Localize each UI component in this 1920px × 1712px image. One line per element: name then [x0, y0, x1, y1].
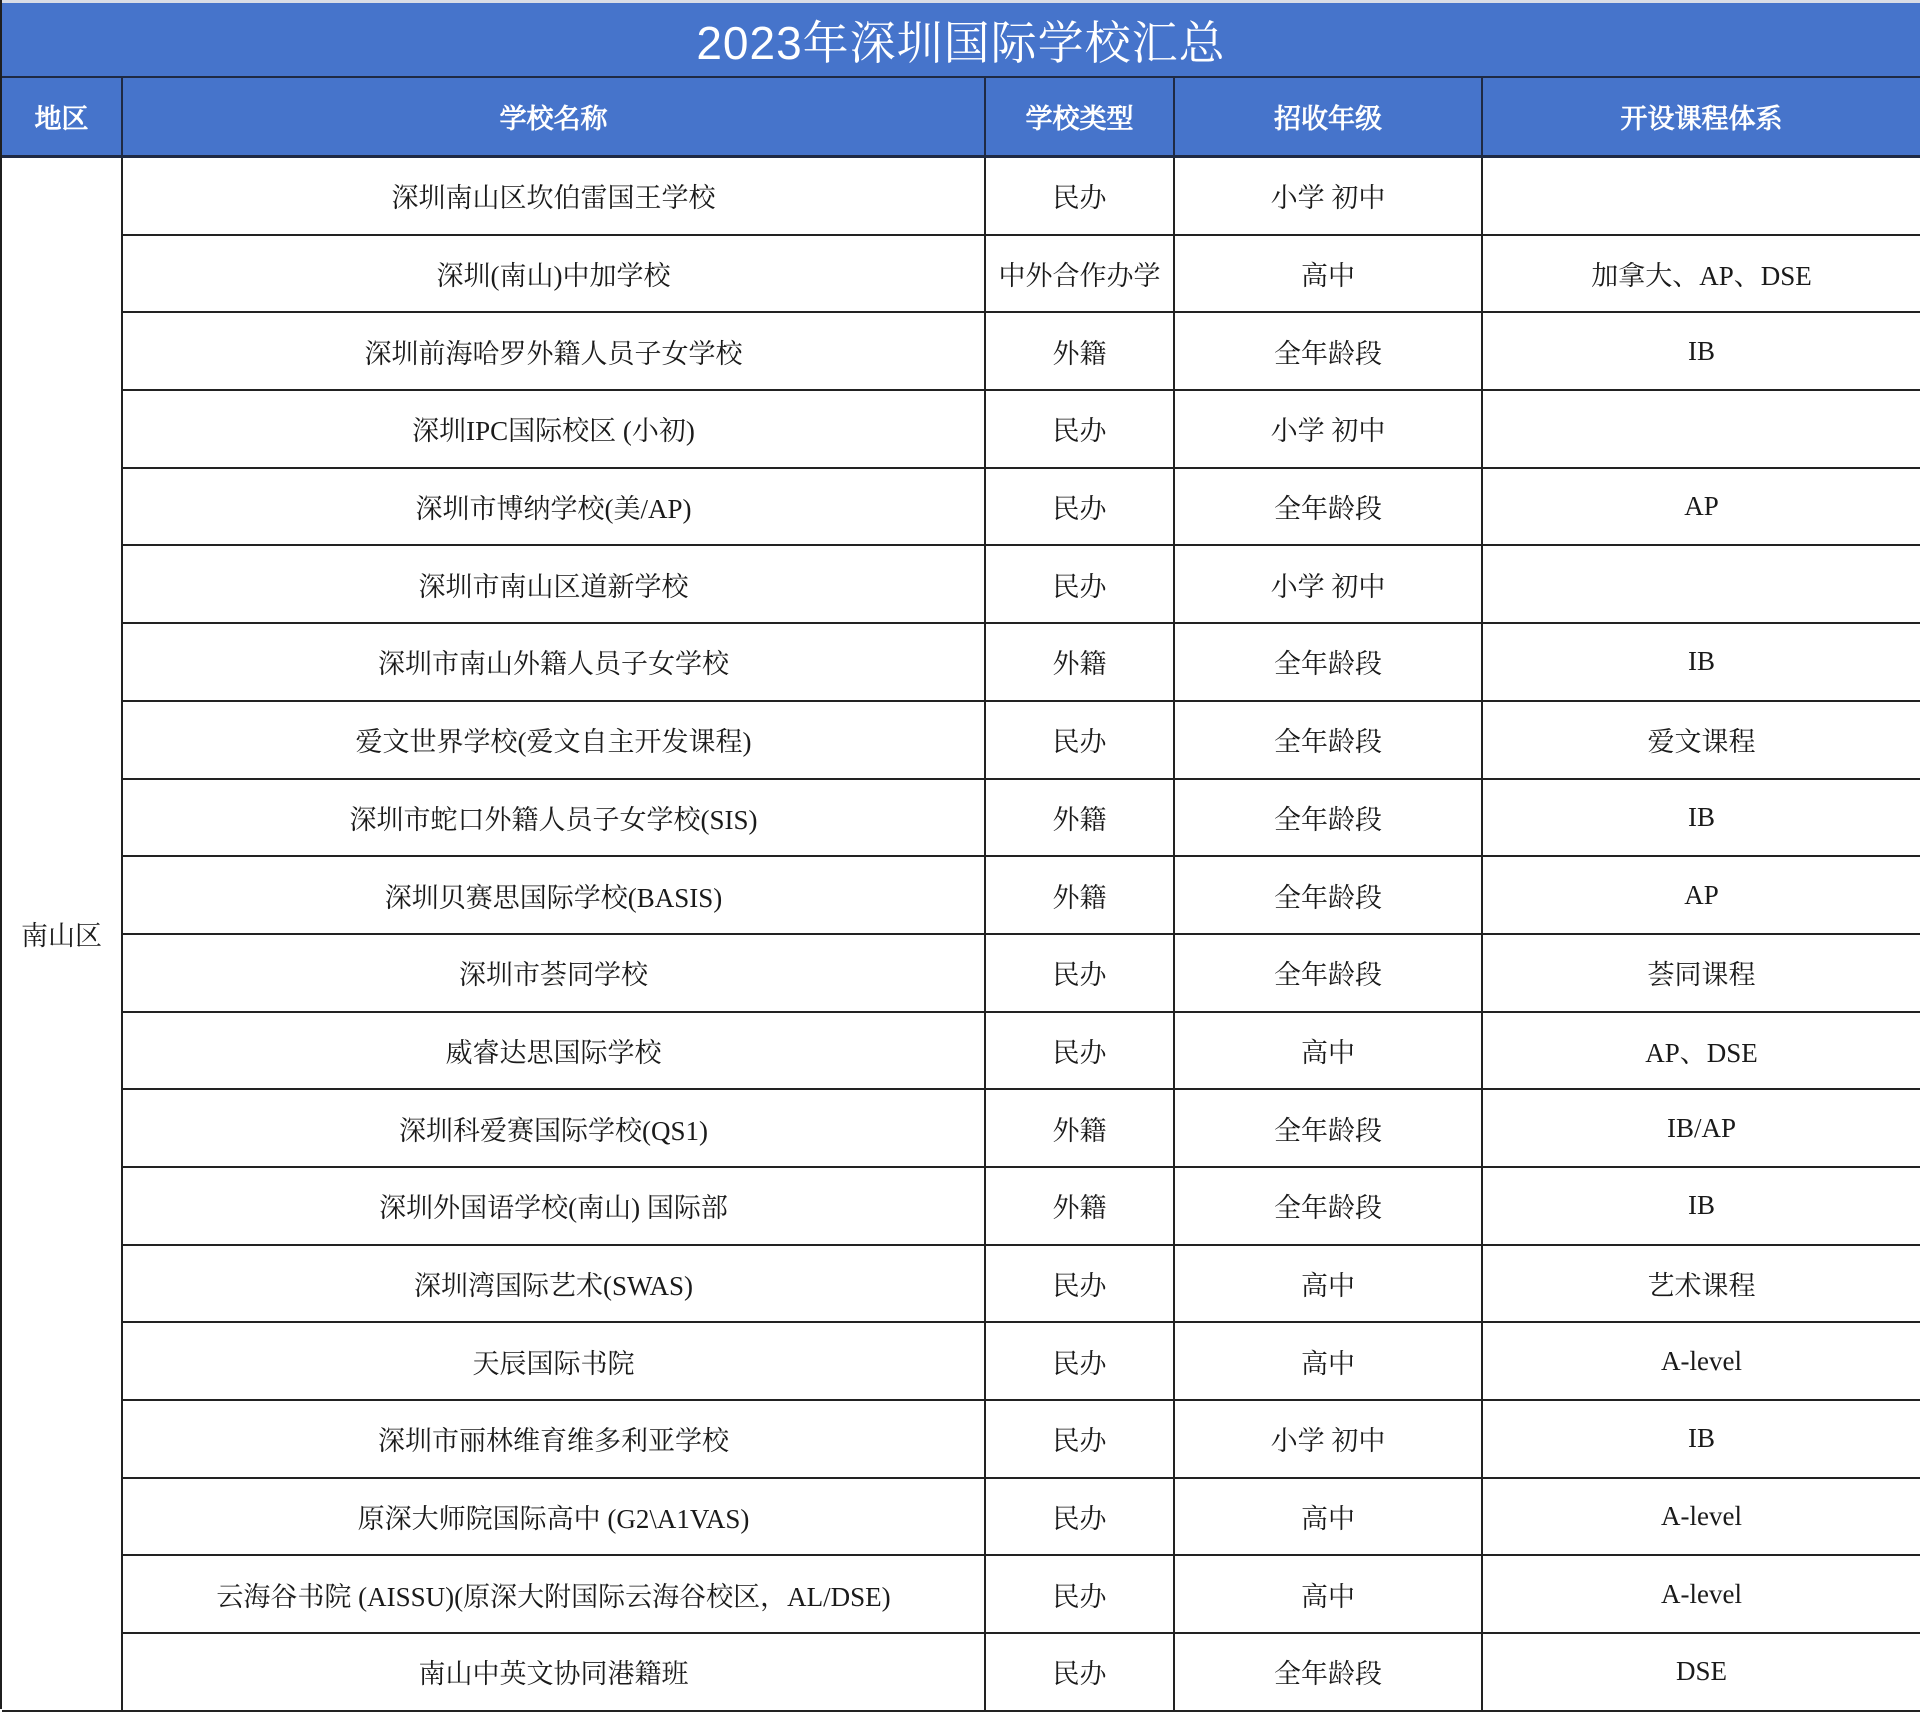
- school-name-cell: 天辰国际书院: [122, 1322, 985, 1400]
- curriculum-cell: IB: [1482, 1400, 1920, 1478]
- sheet-title: 2023年深圳国际学校汇总: [2, 0, 1920, 78]
- curriculum-cell: A-level: [1482, 1322, 1920, 1400]
- school-type-cell: 民办: [985, 545, 1174, 623]
- school-type-cell: 外籍: [985, 623, 1174, 701]
- school-name-cell: 原深大师院国际高中 (G2\A1VAS): [122, 1478, 985, 1556]
- curriculum-cell: 荟同课程: [1482, 934, 1920, 1012]
- curriculum-cell: A-level: [1482, 1555, 1920, 1633]
- school-type-cell: 中外合作办学: [985, 235, 1174, 313]
- curriculum-cell: IB: [1482, 779, 1920, 857]
- grade-cell: 高中: [1174, 1245, 1482, 1323]
- region-cell: 南山区: [2, 157, 122, 1711]
- grade-cell: 全年龄段: [1174, 1633, 1482, 1711]
- school-name-cell: 云海谷书院 (AISSU)(原深大附国际云海谷校区，AL/DSE): [122, 1555, 985, 1633]
- table-row: [2, 1322, 1920, 1400]
- curriculum-cell: 加拿大、AP、DSE: [1482, 235, 1920, 313]
- school-name-cell: 深圳市南山外籍人员子女学校: [122, 623, 985, 701]
- curriculum-cell: IB/AP: [1482, 1089, 1920, 1167]
- curriculum-cell: DSE: [1482, 1633, 1920, 1711]
- school-name-cell: 深圳市蛇口外籍人员子女学校(SIS): [122, 779, 985, 857]
- school-name-cell: 深圳IPC国际校区 (小初): [122, 390, 985, 468]
- table-row: [2, 390, 1920, 468]
- grade-cell: 小学 初中: [1174, 545, 1482, 623]
- table-row: [2, 1478, 1920, 1556]
- curriculum-cell: [1482, 545, 1920, 623]
- school-type-cell: 民办: [985, 1012, 1174, 1090]
- table-row: [2, 235, 1920, 313]
- school-name-cell: 深圳贝赛思国际学校(BASIS): [122, 856, 985, 934]
- table-header-row: [2, 78, 1920, 157]
- curriculum-cell: IB: [1482, 312, 1920, 390]
- column-header-school-type: 学校类型: [985, 78, 1174, 157]
- grade-cell: 高中: [1174, 1322, 1482, 1400]
- curriculum-cell: IB: [1482, 623, 1920, 701]
- table-row: [2, 1555, 1920, 1633]
- grade-cell: 全年龄段: [1174, 1089, 1482, 1167]
- table-row: [2, 1245, 1920, 1323]
- table-row: [2, 934, 1920, 1012]
- school-name-cell: 深圳湾国际艺术(SWAS): [122, 1245, 985, 1323]
- table-row: [2, 468, 1920, 546]
- school-type-cell: 外籍: [985, 312, 1174, 390]
- school-type-cell: 民办: [985, 157, 1174, 235]
- column-header-curriculum: 开设课程体系: [1482, 78, 1920, 157]
- school-name-cell: 深圳市南山区道新学校: [122, 545, 985, 623]
- school-name-cell: 深圳南山区坎伯雷国王学校: [122, 157, 985, 235]
- table-row: [2, 1167, 1920, 1245]
- table-row: [2, 701, 1920, 779]
- curriculum-cell: 艺术课程: [1482, 1245, 1920, 1323]
- grade-cell: 全年龄段: [1174, 701, 1482, 779]
- table-row: [2, 157, 1920, 235]
- grade-cell: 全年龄段: [1174, 623, 1482, 701]
- school-name-cell: 深圳市博纳学校(美/AP): [122, 468, 985, 546]
- school-name-cell: 深圳科爱赛国际学校(QS1): [122, 1089, 985, 1167]
- curriculum-cell: [1482, 390, 1920, 468]
- table-row: [2, 623, 1920, 701]
- grade-cell: 高中: [1174, 1478, 1482, 1556]
- grade-cell: 全年龄段: [1174, 856, 1482, 934]
- column-header-grades: 招收年级: [1174, 78, 1482, 157]
- school-type-cell: 民办: [985, 934, 1174, 1012]
- school-type-cell: 民办: [985, 1555, 1174, 1633]
- curriculum-cell: A-level: [1482, 1478, 1920, 1556]
- grade-cell: 高中: [1174, 1012, 1482, 1090]
- school-type-cell: 外籍: [985, 779, 1174, 857]
- table-row: [2, 1012, 1920, 1090]
- curriculum-cell: AP: [1482, 856, 1920, 934]
- grade-cell: 全年龄段: [1174, 934, 1482, 1012]
- grade-cell: 全年龄段: [1174, 779, 1482, 857]
- grade-cell: 全年龄段: [1174, 1167, 1482, 1245]
- school-type-cell: 民办: [985, 1245, 1174, 1323]
- grade-cell: 高中: [1174, 235, 1482, 313]
- school-name-cell: 深圳外国语学校(南山) 国际部: [122, 1167, 985, 1245]
- school-type-cell: 外籍: [985, 1089, 1174, 1167]
- school-type-cell: 民办: [985, 1478, 1174, 1556]
- table-row: [2, 1633, 1920, 1711]
- grade-cell: 全年龄段: [1174, 312, 1482, 390]
- grade-cell: 全年龄段: [1174, 468, 1482, 546]
- school-type-cell: 民办: [985, 468, 1174, 546]
- table-row: [2, 1400, 1920, 1478]
- school-name-cell: 南山中英文协同港籍班: [122, 1633, 985, 1711]
- table-row: [2, 856, 1920, 934]
- school-name-cell: 深圳市荟同学校: [122, 934, 985, 1012]
- schools-table: [2, 78, 1920, 1712]
- school-type-cell: 民办: [985, 701, 1174, 779]
- school-name-cell: 威睿达思国际学校: [122, 1012, 985, 1090]
- curriculum-cell: 爱文课程: [1482, 701, 1920, 779]
- school-type-cell: 外籍: [985, 1167, 1174, 1245]
- school-type-cell: 民办: [985, 1633, 1174, 1711]
- grade-cell: 高中: [1174, 1555, 1482, 1633]
- curriculum-cell: AP、DSE: [1482, 1012, 1920, 1090]
- school-name-cell: 深圳市丽林维育维多利亚学校: [122, 1400, 985, 1478]
- table-row: [2, 545, 1920, 623]
- table-body: [2, 157, 1920, 1711]
- column-header-region: 地区: [2, 78, 122, 157]
- school-name-cell: 爱文世界学校(爱文自主开发课程): [122, 701, 985, 779]
- table-row: [2, 779, 1920, 857]
- school-type-cell: 民办: [985, 1400, 1174, 1478]
- curriculum-cell: [1482, 157, 1920, 235]
- curriculum-cell: IB: [1482, 1167, 1920, 1245]
- school-name-cell: 深圳前海哈罗外籍人员子女学校: [122, 312, 985, 390]
- school-type-cell: 民办: [985, 1322, 1174, 1400]
- grade-cell: 小学 初中: [1174, 1400, 1482, 1478]
- table-row: [2, 1089, 1920, 1167]
- school-name-cell: 深圳(南山)中加学校: [122, 235, 985, 313]
- table-row: [2, 312, 1920, 390]
- school-type-cell: 民办: [985, 390, 1174, 468]
- column-header-school-name: 学校名称: [122, 78, 985, 157]
- grade-cell: 小学 初中: [1174, 390, 1482, 468]
- school-type-cell: 外籍: [985, 856, 1174, 934]
- grade-cell: 小学 初中: [1174, 157, 1482, 235]
- curriculum-cell: AP: [1482, 468, 1920, 546]
